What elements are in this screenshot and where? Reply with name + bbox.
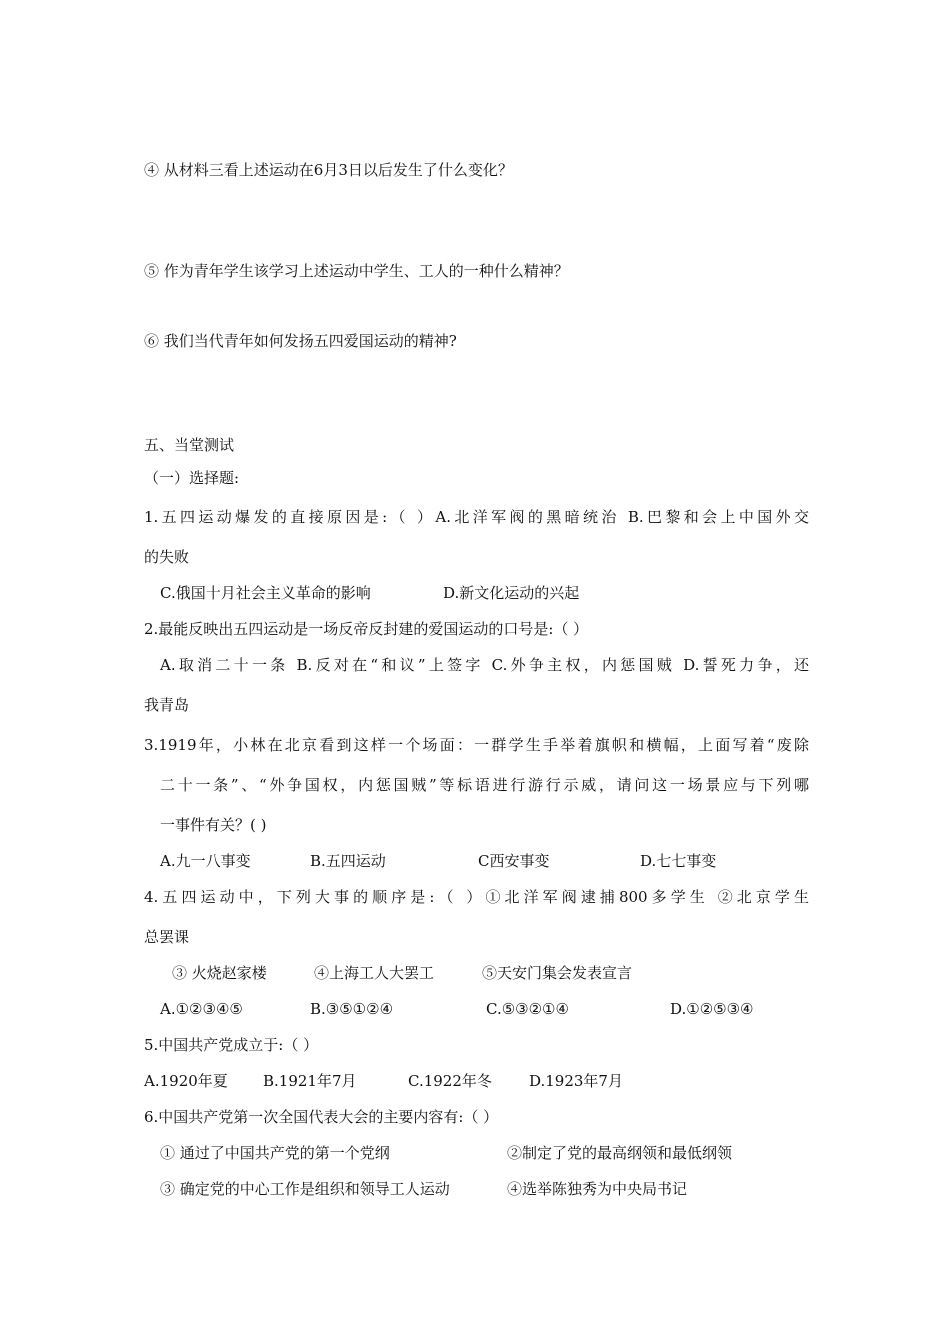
item-3-option-d: D.七七事变 — [640, 852, 717, 870]
item-4-line-1: 4.五四运动中，下列大事的顺序是:（ ）①北洋军阀逮捕800多学生 ②北京学生 — [144, 888, 809, 906]
item-4-event-5: ⑤天安门集会发表宣言 — [482, 964, 633, 982]
item-3-option-a: A.九一八事变 — [160, 852, 251, 870]
question-5: ⑤ 作为青年学生该学习上述运动中学生、工人的一种什么精神？ — [144, 262, 569, 280]
item-2-stem: 2.最能反映出五四运动是一场反帝反封建的爱国运动的口号是:（ ） — [144, 620, 589, 638]
item-5-option-a: A.1920年夏 — [144, 1072, 228, 1090]
item-6-stem: 6.中国共产党第一次全国代表大会的主要内容有:（ ） — [144, 1108, 499, 1126]
item-1-line-2: 的失败 — [144, 548, 190, 566]
item-6-option-3: ③ 确定党的中心工作是组织和领导工人运动 — [160, 1180, 450, 1198]
item-1-line-1: 1.五四运动爆发的直接原因是:（ ）A.北洋军阀的黑暗统治 B.巴黎和会上中国外交 — [144, 508, 809, 526]
item-5-option-b: B.1921年7月 — [263, 1072, 357, 1090]
item-5-option-d: D.1923年7月 — [529, 1072, 623, 1090]
section-subtitle: （一）选择题: — [144, 469, 240, 487]
item-3-line-2: 二十一条”、“外争国权，内惩国贼”等标语进行游行示威，请问这一场景应与下列哪 — [160, 776, 809, 794]
item-3-options — [160, 851, 780, 871]
question-6: ⑥ 我们当代青年如何发扬五四爱国运动的精神? — [144, 332, 457, 350]
item-1-options — [160, 583, 760, 603]
item-3-option-c: C西安事变 — [478, 852, 550, 870]
item-6-row-2 — [160, 1179, 780, 1199]
item-4-option-c: C.⑤③②①④ — [486, 1000, 569, 1018]
item-4-option-a: A.①②③④⑤ — [160, 1000, 243, 1018]
item-2-line-1: A.取消二十一条 B.反对在“和议”上签字 C.外争主权，内惩国贼 D.誓死力争，还 — [160, 656, 809, 674]
item-6-row-1 — [160, 1143, 780, 1163]
item-3-line-1: 3.1919年，小林在北京看到这样一个场面：一群学生手举着旗帜和横幅，上面写着“废除 — [144, 736, 809, 754]
item-4-events — [172, 963, 692, 983]
item-4-option-b: B.③⑤①②④ — [310, 1000, 394, 1018]
item-1-option-d: D.新文化运动的兴起 — [443, 584, 580, 602]
item-4-event-3: ③ 火烧赵家楼 — [172, 964, 267, 982]
item-4-option-d: D.①②⑤③④ — [670, 1000, 754, 1018]
item-5-stem: 5.中国共产党成立于:（ ） — [144, 1036, 319, 1054]
item-1-option-c: C.俄国十月社会主义革命的影响 — [160, 584, 371, 602]
section-title: 五、当堂测试 — [144, 436, 235, 454]
item-6-option-1: ① 通过了中国共产党的第一个党纲 — [160, 1144, 390, 1162]
item-4-event-4: ④上海工人大罢工 — [314, 964, 435, 982]
item-6-option-4: ④选举陈独秀为中央局书记 — [507, 1180, 688, 1198]
item-4-line-2: 总罢课 — [144, 928, 190, 946]
item-2-line-2: 我青岛 — [144, 696, 190, 714]
item-6-option-2: ②制定了党的最高纲领和最低纲领 — [507, 1144, 733, 1162]
question-4: ④ 从材料三看上述运动在6月3日以后发生了什么变化？ — [144, 161, 513, 179]
item-3-option-b: B.五四运动 — [310, 852, 386, 870]
item-4-options — [160, 999, 780, 1019]
item-5-option-c: C.1922年冬 — [408, 1072, 492, 1090]
item-3-line-3: 一事件有关？( ) — [160, 816, 267, 834]
item-5-options — [144, 1071, 664, 1091]
